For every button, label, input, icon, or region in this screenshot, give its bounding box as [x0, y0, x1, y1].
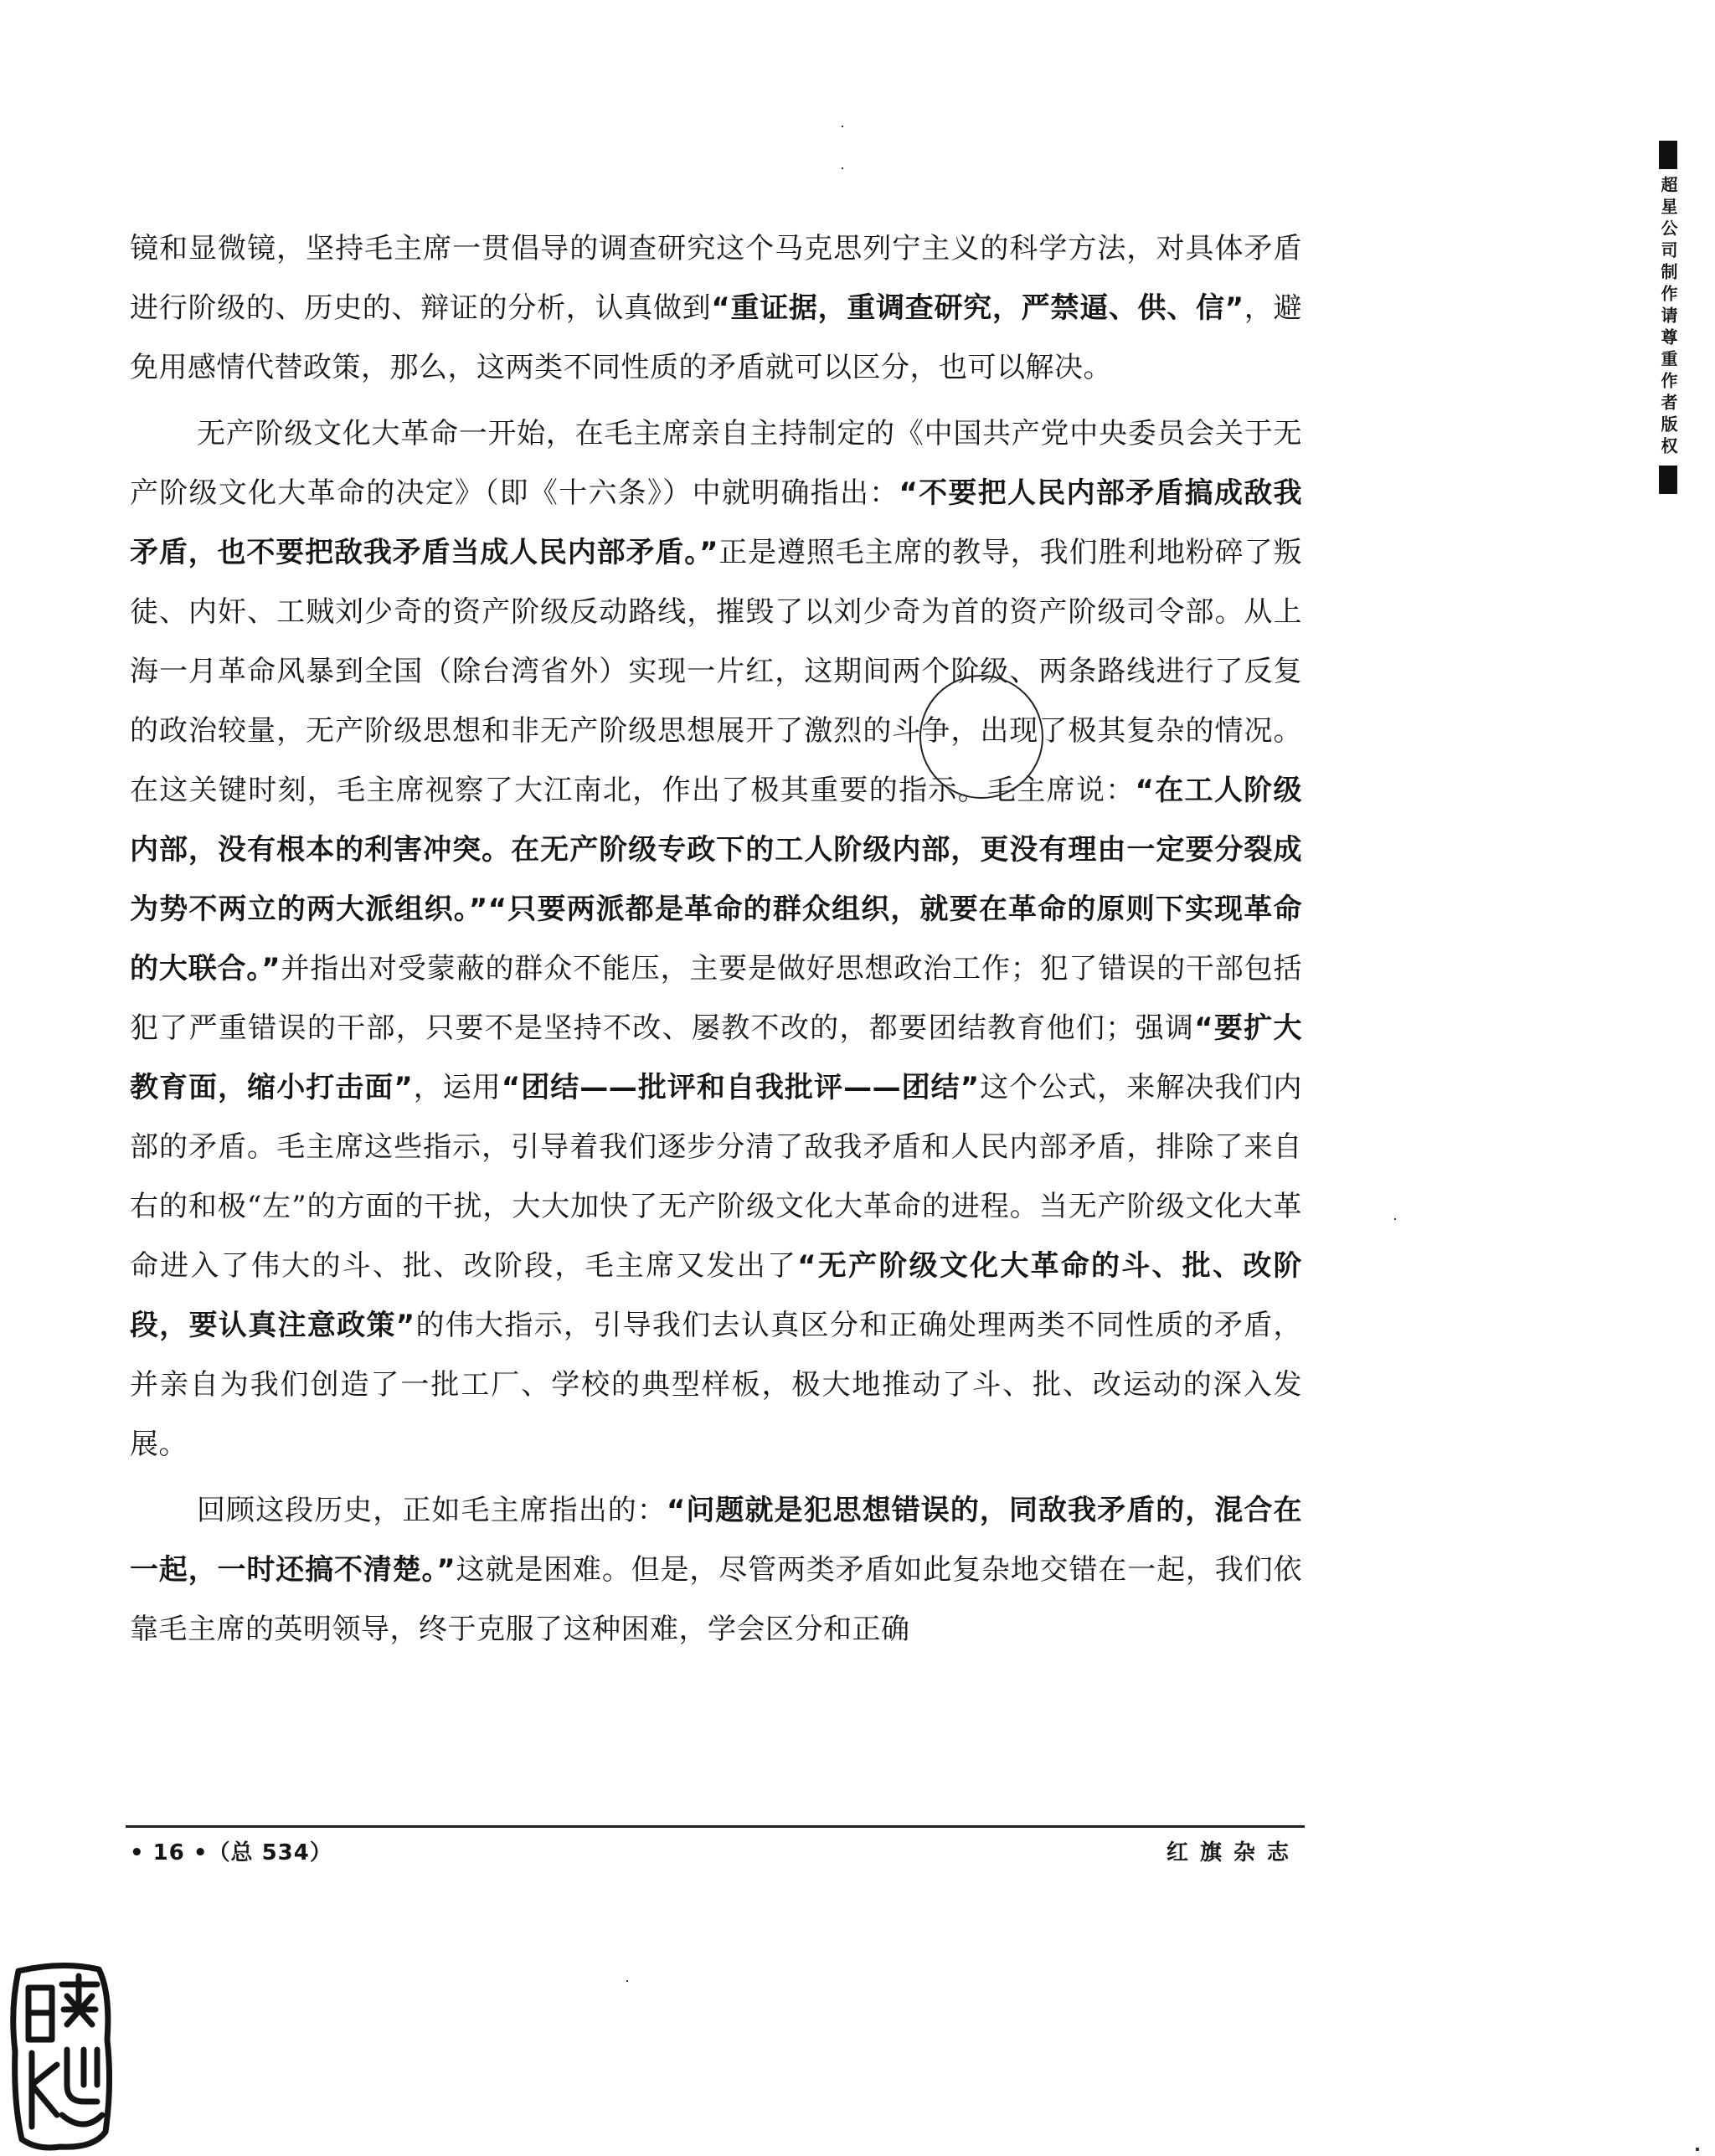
watermark-bar-bottom	[1659, 466, 1677, 494]
page-number: • 16 •（总 534）	[130, 1840, 332, 1865]
paragraph	[130, 1481, 1302, 1659]
scan-speck	[1696, 2148, 1699, 2151]
scan-speck	[842, 167, 843, 169]
text-run: 正是遵照毛主席的教导，我们胜利地粉碎了叛徒、内奸、工贼刘少奇的资产阶级反动路线，摧毁了以刘少奇为首的资产阶级司令部。从上海一月革命风暴到全国（除台湾省外）实现一片红，这期间两个阶级、两条路线进行了反复的政治较量，无产阶级思想和非无产阶级思想展开了激烈的斗争，出现了极其复杂的情况。在这关键时刻，毛主席视察了大江南北，作出了极其重要的指示。毛主席说：	[130, 536, 1302, 807]
text-run: ，运用	[413, 1071, 502, 1104]
watermark-bar-top	[1659, 141, 1677, 169]
side-watermark	[1651, 141, 1685, 494]
quotation-bold: “团结——批评和自我批评——团结”	[501, 1071, 980, 1104]
text-run: 并指出对受蒙蔽的群众不能压，主要是做好思想政治工作；犯了错误的干部包括犯了严重错误的干部，只要不是坚持不改、屡教不改的，都要团结教育他们；强调	[130, 952, 1302, 1045]
text-run: 这就是困难。但是，尽管两类矛盾如此复杂地交错在一起，我们依靠毛主席的英明领导，终于克服了这种困难，学会区分和正确	[130, 1553, 1302, 1646]
footer-rule	[126, 1825, 1305, 1828]
quotation-bold: “要扩大教育面，缩小打击面”	[130, 1011, 1302, 1104]
text-run: ，避免用感情代替政策，那么，这两类不同性质的矛盾就可以区分，也可以解决。	[130, 291, 1303, 384]
paragraph	[130, 404, 1302, 1474]
scan-speck	[1394, 1218, 1396, 1220]
quotation-bold: “问题就是犯思想错误的，同敌我矛盾的，混合在一起，一时还搞不清楚。”	[130, 1494, 1302, 1587]
quotation-bold: “在工人阶级内部，没有根本的利害冲突。在无产阶级专政下的工人阶级内部，更没有理由一定要分裂成为势不两立的两大派组织。”“只要两派都是革命的群众组织，就要在革命的原则下实现革命的大联合。”	[130, 774, 1302, 985]
text-run: 的伟大指示，引导我们去认真区分和正确处理两类不同性质的矛盾，并亲自为我们创造了一批工厂、学校的典型样板，极大地推动了斗、批、改运动的深入发展。	[130, 1309, 1302, 1461]
text-run: 回顾这段历史，正如毛主席指出的：	[197, 1494, 667, 1527]
seal-stamp	[3, 1959, 116, 2153]
quotation-bold: “无产阶级文化大革命的斗、批、改阶段，要认真注意政策”	[130, 1249, 1302, 1342]
quotation-bold: “重证据，重调查研究，严禁逼、供、信”	[711, 291, 1244, 325]
scan-speck	[842, 126, 843, 127]
text-run: 无产阶级文化大革命一开始，在毛主席亲自主持制定的《中国共产党中央委员会关于无产阶级文化大革命的决定》（即《十六条》）中就明确指出：	[130, 417, 1302, 510]
paragraph	[130, 219, 1302, 398]
article-body	[130, 219, 1302, 1659]
text-run: 镜和显微镜，坚持毛主席一贯倡导的调查研究这个马克思列宁主义的科学方法，对具体矛盾进行阶级的、历史的、辩证的分析，认真做到	[130, 232, 1302, 325]
scan-speck	[626, 1980, 628, 1982]
quotation-bold: “不要把人民内部矛盾搞成敌我矛盾，也不要把敌我矛盾当成人民内部矛盾。”	[130, 476, 1302, 569]
watermark-text: 超星公司制作请尊重作者版权	[1658, 176, 1678, 459]
text-run: 这个公式，来解决我们内部的矛盾。毛主席这些指示，引导着我们逐步分清了敌我矛盾和人民内部矛盾，排除了来自右的和极“左”的方面的干扰，大大加快了无产阶级文化大革命的进程。当无产阶级文化大革命进入了伟大的斗、批、改阶段，毛主席又发出了	[130, 1071, 1302, 1283]
journal-name: 红旗杂志	[1166, 1840, 1300, 1865]
hand-drawn-circle-mark	[919, 675, 1043, 799]
